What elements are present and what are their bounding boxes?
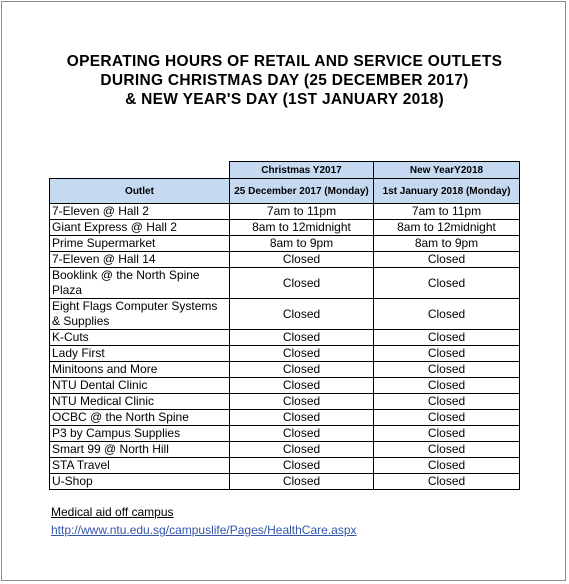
outlet-cell: Giant Express @ Hall 2 bbox=[50, 220, 230, 236]
new-year-hours-cell: Closed bbox=[374, 362, 520, 378]
new-year-hours-cell: Closed bbox=[374, 394, 520, 410]
new-year-hours-cell: 7am to 11pm bbox=[374, 204, 520, 220]
christmas-hours-cell: 8am to 9pm bbox=[230, 236, 374, 252]
outlet-cell: 7-Eleven @ Hall 2 bbox=[50, 204, 230, 220]
new-year-hours-cell: Closed bbox=[374, 426, 520, 442]
table-row bbox=[50, 458, 520, 474]
table-row bbox=[50, 378, 520, 394]
outlet-cell: Minitoons and More bbox=[50, 362, 230, 378]
title-line-1: OPERATING HOURS OF RETAIL AND SERVICE OUTLETS bbox=[66, 53, 503, 70]
medical-aid-label: Medical aid off campus bbox=[51, 505, 174, 519]
table-row bbox=[50, 346, 520, 362]
christmas-hours-cell: Closed bbox=[230, 378, 374, 394]
new-year-hours-cell: Closed bbox=[374, 299, 520, 330]
table-row bbox=[50, 252, 520, 268]
christmas-hours-cell: 8am to 12midnight bbox=[230, 220, 374, 236]
table-row bbox=[50, 236, 520, 252]
outlet-cell: P3 by Campus Supplies bbox=[50, 426, 230, 442]
christmas-hours-cell: Closed bbox=[230, 410, 374, 426]
table-row bbox=[50, 362, 520, 378]
title-line-2: DURING CHRISTMAS DAY (25 DECEMBER 2017) bbox=[100, 72, 469, 89]
christmas-hours-cell: Closed bbox=[230, 458, 374, 474]
title-line-3: & NEW YEAR'S DAY (1ST JANUARY 2018) bbox=[125, 91, 444, 108]
christmas-hours-cell: Closed bbox=[230, 299, 374, 330]
table-row bbox=[50, 268, 520, 299]
outlet-cell: K-Cuts bbox=[50, 330, 230, 346]
christmas-hours-cell: Closed bbox=[230, 330, 374, 346]
outlet-cell: Smart 99 @ North Hill bbox=[50, 442, 230, 458]
new-year-hours-cell: 8am to 12midnight bbox=[374, 220, 520, 236]
christmas-hours-cell: Closed bbox=[230, 252, 374, 268]
christmas-hours-cell: Closed bbox=[230, 442, 374, 458]
outlet-cell: 7-Eleven @ Hall 14 bbox=[50, 252, 230, 268]
table-row bbox=[50, 410, 520, 426]
table-row bbox=[50, 204, 520, 220]
outlet-cell: U-Shop bbox=[50, 474, 230, 490]
new-year-hours-cell: Closed bbox=[374, 268, 520, 299]
outlet-cell: Booklink @ the North Spine Plaza bbox=[50, 268, 230, 299]
table-row bbox=[50, 394, 520, 410]
christmas-hours-cell: Closed bbox=[230, 474, 374, 490]
table-row bbox=[50, 330, 520, 346]
table-row bbox=[50, 220, 520, 236]
table-row bbox=[50, 426, 520, 442]
new-year-hours-cell: Closed bbox=[374, 442, 520, 458]
header-new-year: New YearY2018 bbox=[374, 162, 520, 179]
christmas-hours-cell: 7am to 11pm bbox=[230, 204, 374, 220]
page-title bbox=[0, 52, 569, 109]
christmas-hours-cell: Closed bbox=[230, 394, 374, 410]
outlet-cell: Eight Flags Computer Systems & Supplies bbox=[50, 299, 230, 330]
header-outlet: Outlet bbox=[50, 179, 230, 204]
table-row bbox=[50, 474, 520, 490]
new-year-hours-cell: Closed bbox=[374, 378, 520, 394]
header-blank-cell bbox=[50, 162, 230, 179]
outlet-cell: OCBC @ the North Spine bbox=[50, 410, 230, 426]
operating-hours-table bbox=[49, 161, 520, 490]
footer-note bbox=[51, 505, 357, 538]
christmas-hours-cell: Closed bbox=[230, 346, 374, 362]
outlet-cell: NTU Medical Clinic bbox=[50, 394, 230, 410]
new-year-hours-cell: Closed bbox=[374, 458, 520, 474]
new-year-hours-cell: Closed bbox=[374, 410, 520, 426]
new-year-hours-cell: Closed bbox=[374, 252, 520, 268]
header-christmas: Christmas Y2017 bbox=[230, 162, 374, 179]
header-new-year-date: 1st January 2018 (Monday) bbox=[374, 179, 520, 204]
outlet-cell: NTU Dental Clinic bbox=[50, 378, 230, 394]
new-year-hours-cell: 8am to 9pm bbox=[374, 236, 520, 252]
healthcare-link[interactable]: http://www.ntu.edu.sg/campuslife/Pages/HealthCare.aspx bbox=[51, 523, 357, 537]
christmas-hours-cell: Closed bbox=[230, 268, 374, 299]
new-year-hours-cell: Closed bbox=[374, 474, 520, 490]
table-header-top bbox=[50, 162, 520, 179]
outlet-cell: Lady First bbox=[50, 346, 230, 362]
header-christmas-date: 25 December 2017 (Monday) bbox=[230, 179, 374, 204]
new-year-hours-cell: Closed bbox=[374, 346, 520, 362]
table-row bbox=[50, 299, 520, 330]
outlet-cell: Prime Supermarket bbox=[50, 236, 230, 252]
new-year-hours-cell: Closed bbox=[374, 330, 520, 346]
christmas-hours-cell: Closed bbox=[230, 362, 374, 378]
table-row bbox=[50, 442, 520, 458]
outlet-cell: STA Travel bbox=[50, 458, 230, 474]
table-header-sub bbox=[50, 179, 520, 204]
christmas-hours-cell: Closed bbox=[230, 426, 374, 442]
